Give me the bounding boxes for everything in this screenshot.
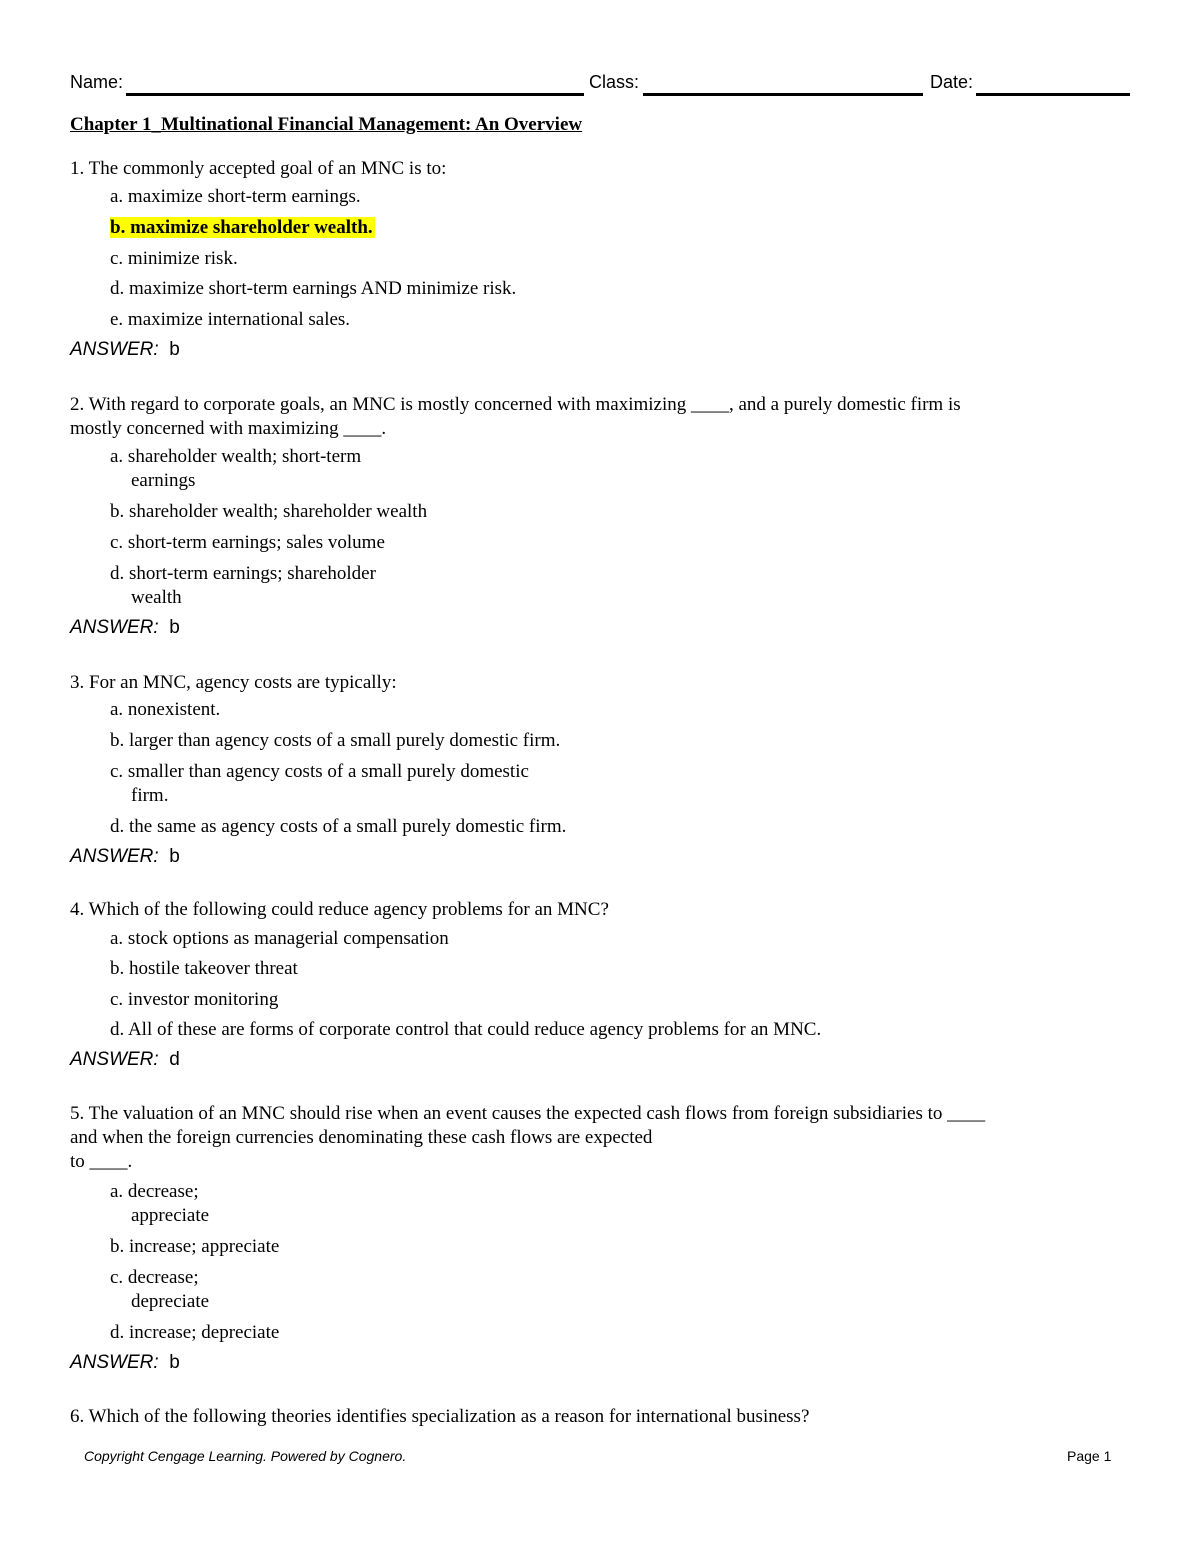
name-field-line — [126, 93, 584, 96]
answer-label: ANSWER: — [70, 339, 159, 360]
option-line-continued: depreciate — [131, 1291, 210, 1312]
question-5-line-2: and when the foreign currencies denominating these cash flows are expected — [70, 1127, 653, 1148]
option-line: c. decrease; — [110, 1267, 199, 1288]
option-line: d. short-term earnings; shareholder — [110, 563, 376, 584]
question-1-option-a: a. maximize short-term earnings. — [110, 186, 361, 207]
question-4-option-a: a. stock options as managerial compensation — [110, 928, 449, 949]
answer-label: ANSWER: — [70, 617, 159, 638]
question-2-line-1: 2. With regard to corporate goals, an MNC is mostly concerned with maximizing ____, and a purely domestic firm is — [70, 394, 961, 415]
answer-value: b — [169, 846, 180, 867]
date-label: Date: — [930, 72, 974, 92]
class-label: Class: — [589, 72, 640, 92]
highlighted-answer: b. maximize shareholder wealth. — [110, 217, 373, 238]
date-field-line — [976, 93, 1130, 96]
name-label: Name: — [70, 72, 124, 92]
question-5-answer — [70, 1352, 180, 1374]
option-line: a. shareholder wealth; short-term — [110, 446, 362, 467]
question-4-option-d: d. All of these are forms of corporate control that could reduce agency problems for an MNC. — [110, 1019, 822, 1040]
question-2-option-b: b. shareholder wealth; shareholder wealth — [110, 501, 428, 522]
option-line-continued: earnings — [131, 470, 196, 491]
answer-value: b — [169, 1352, 180, 1373]
header-fields — [70, 68, 1130, 98]
question-2-line-2: mostly concerned with maximizing ____. — [70, 418, 387, 439]
question-3-option-d: d. the same as agency costs of a small purely domestic firm. — [110, 816, 567, 837]
chapter-title: Chapter 1_Multinational Financial Management: An Overview — [70, 114, 583, 135]
answer-value: d — [169, 1049, 180, 1070]
footer-page-number: Page 1 — [1067, 1448, 1112, 1464]
question-2-option-d — [110, 562, 376, 610]
question-3-option-b: b. larger than agency costs of a small purely domestic firm. — [110, 730, 561, 751]
question-1-answer — [70, 339, 180, 361]
question-5-option-d: d. increase; depreciate — [110, 1322, 280, 1343]
option-line-continued: firm. — [131, 785, 169, 806]
question-5-line-1: 5. The valuation of an MNC should rise when an event causes the expected cash flows from foreign subsidiaries to ____ — [70, 1103, 986, 1124]
option-line-continued: wealth — [131, 587, 182, 608]
footer-copyright: Copyright Cengage Learning. Powered by Cognero. — [84, 1448, 407, 1464]
answer-label: ANSWER: — [70, 1352, 159, 1373]
question-4-answer — [70, 1049, 180, 1071]
answer-value: b — [169, 339, 180, 360]
question-1-option-e: e. maximize international sales. — [110, 309, 351, 330]
question-1: 1. The commonly accepted goal of an MNC is to: — [70, 158, 447, 179]
option-line: c. smaller than agency costs of a small purely domestic — [110, 761, 529, 782]
question-3-option-a: a. nonexistent. — [110, 699, 221, 720]
question-5 — [70, 1102, 1120, 1174]
question-4-option-c: c. investor monitoring — [110, 989, 279, 1010]
answer-label: ANSWER: — [70, 846, 159, 867]
answer-value: b — [169, 617, 180, 638]
question-5-option-c — [110, 1266, 209, 1314]
question-5-option-b: b. increase; appreciate — [110, 1236, 280, 1257]
question-3: 3. For an MNC, agency costs are typically: — [70, 672, 397, 693]
option-line-continued: appreciate — [131, 1205, 210, 1226]
question-4-option-b: b. hostile takeover threat — [110, 958, 298, 979]
question-2-option-a — [110, 445, 361, 493]
question-4: 4. Which of the following could reduce agency problems for an MNC? — [70, 899, 609, 920]
question-2-option-c: c. short-term earnings; sales volume — [110, 532, 385, 553]
question-2-answer — [70, 617, 180, 639]
question-5-option-a — [110, 1180, 209, 1228]
answer-label: ANSWER: — [70, 1049, 159, 1070]
question-1-option-b — [110, 216, 375, 240]
question-1-option-c: c. minimize risk. — [110, 248, 238, 269]
question-6: 6. Which of the following theories identifies specialization as a reason for international business? — [70, 1406, 810, 1427]
question-1-option-d: d. maximize short-term earnings AND minimize risk. — [110, 278, 517, 299]
class-field-line — [643, 93, 923, 96]
option-line: a. decrease; — [110, 1181, 199, 1202]
question-5-line-3: to ____. — [70, 1151, 133, 1172]
question-3-option-c — [110, 760, 529, 808]
question-2 — [70, 393, 1120, 441]
question-3-answer — [70, 846, 180, 868]
